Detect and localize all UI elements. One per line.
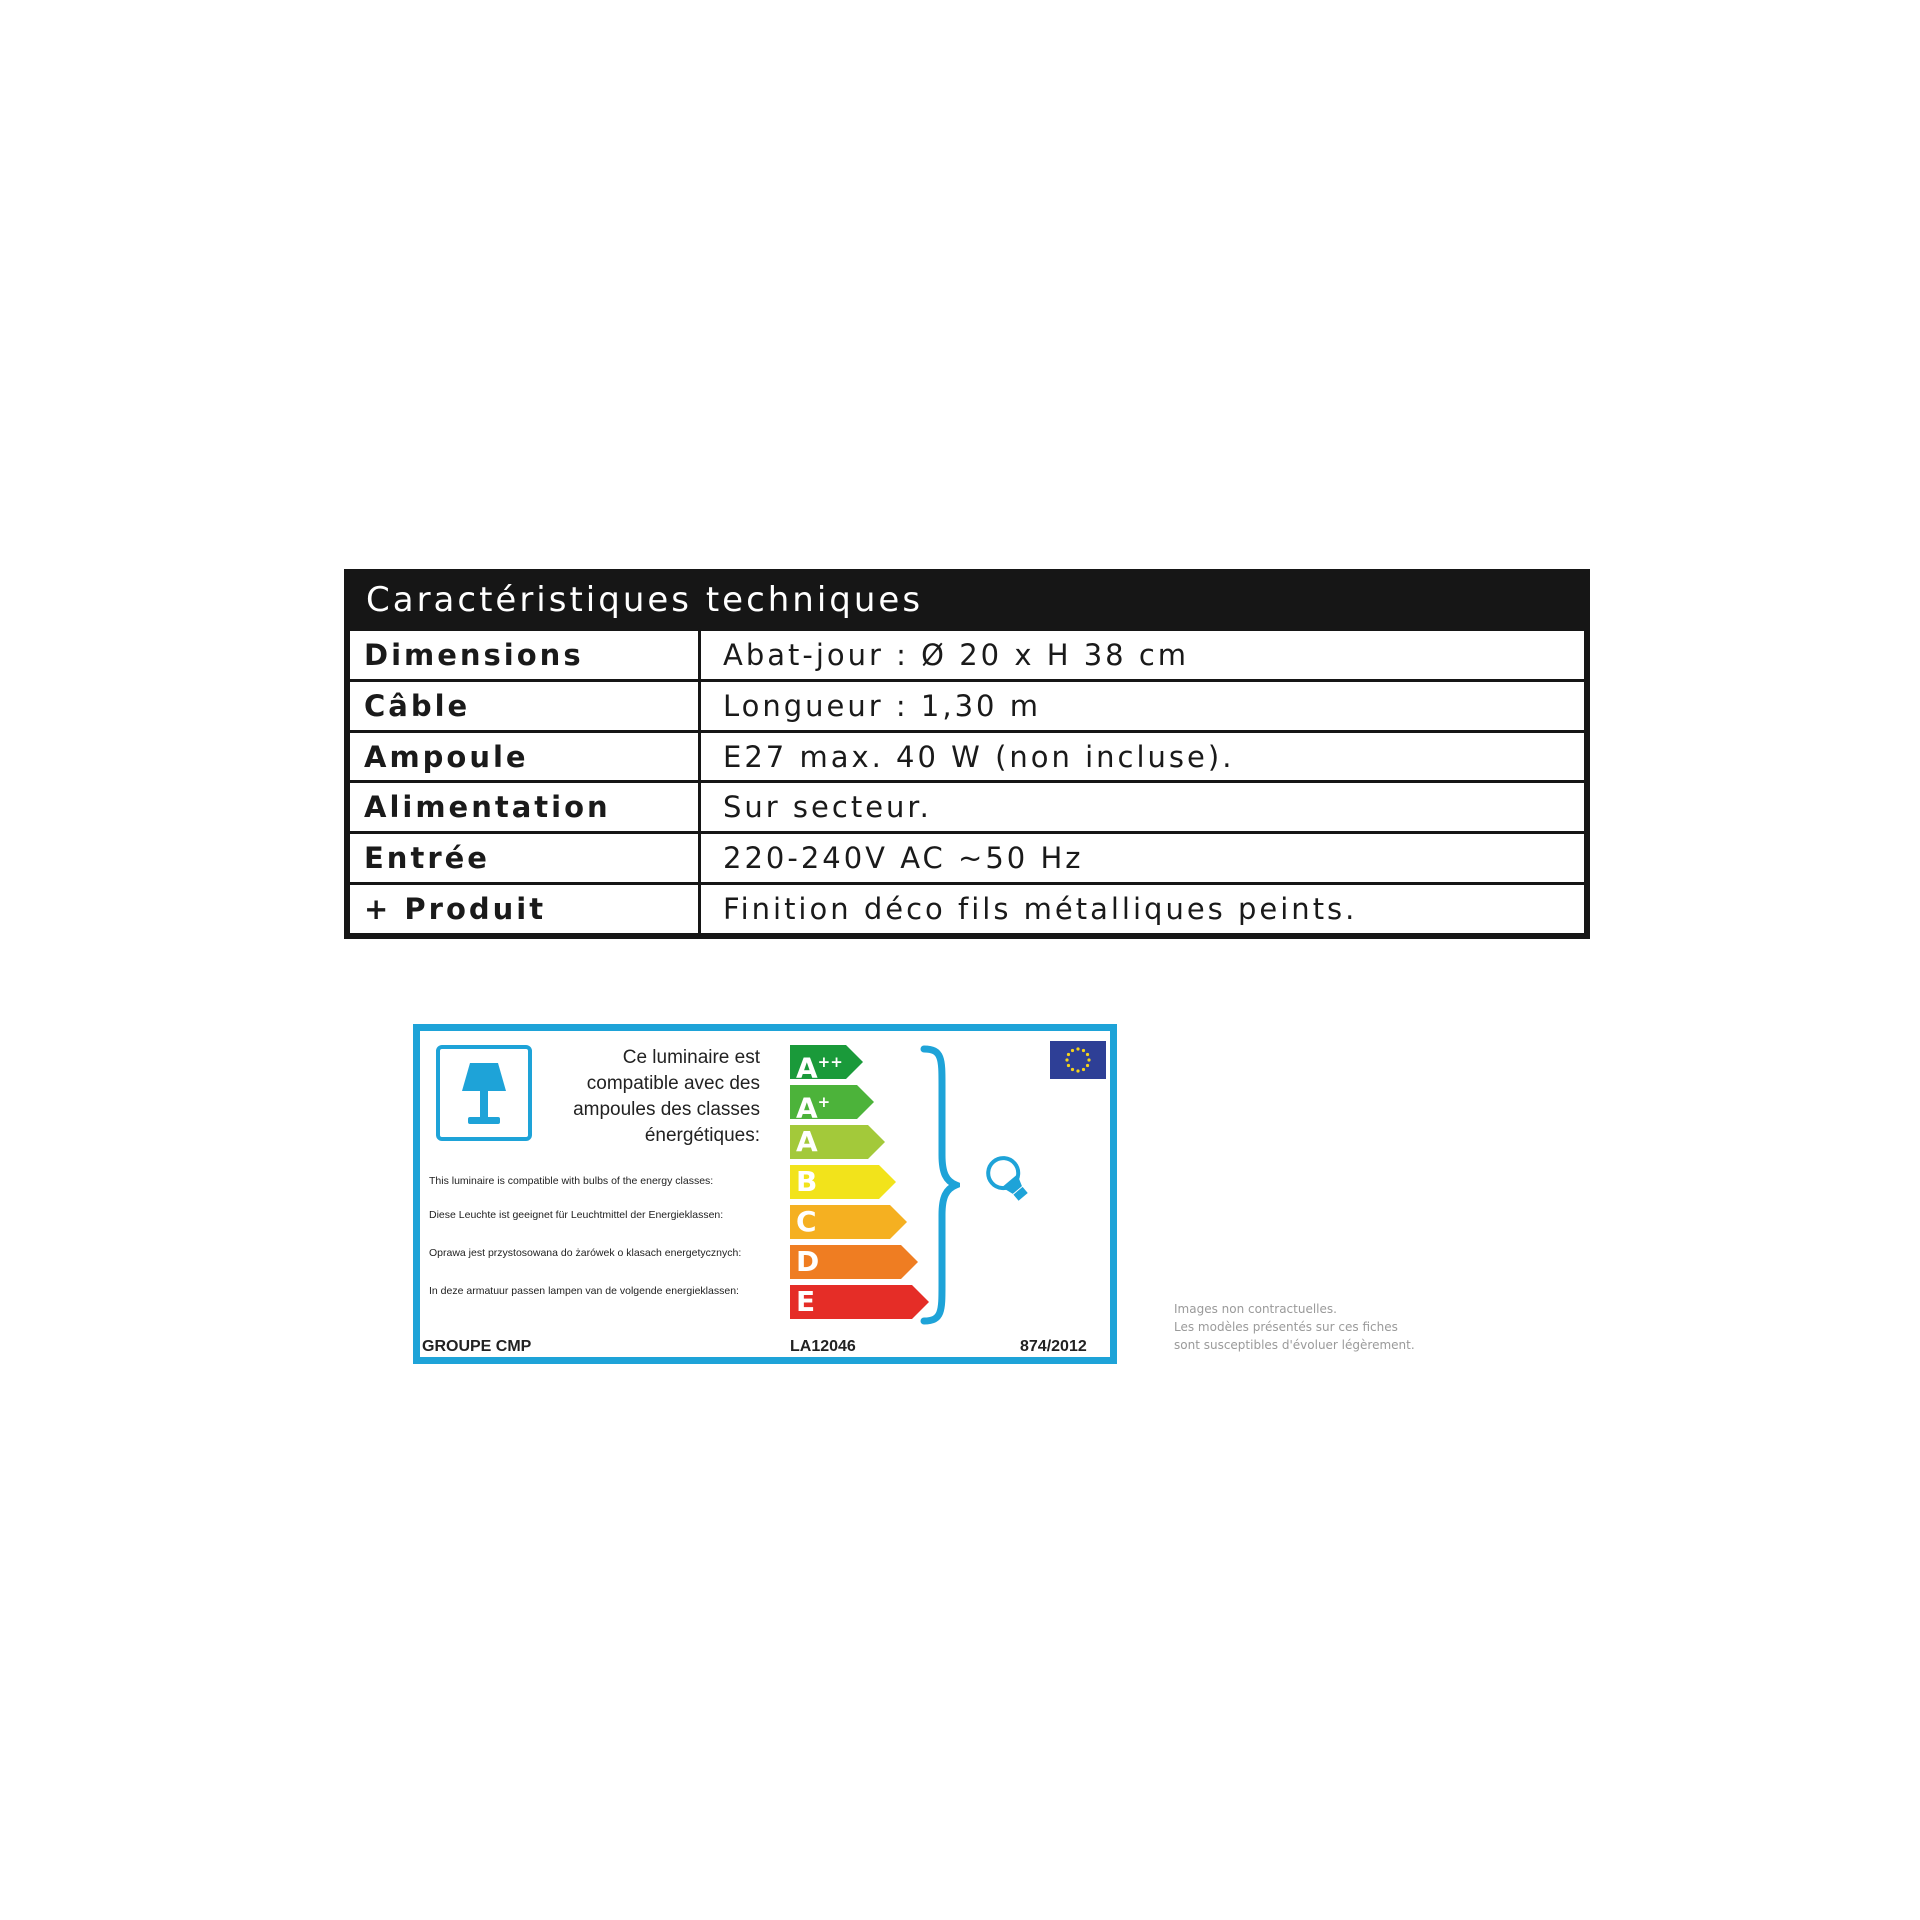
bulb-icon [980,1151,1038,1209]
polish-text: Oprawa jest przystosowana do żarówek o klasach energetycznych: [429,1247,742,1259]
energy-label [413,1024,1117,1364]
spec-key: Entrée [350,833,700,884]
regulation-number: 874/2012 [1020,1338,1087,1355]
brand-name: GROUPE CMP [422,1338,532,1355]
spec-key: Dimensions [350,631,700,680]
spec-value: Sur secteur. [700,782,1585,833]
lamp-icon [436,1045,532,1141]
table-row [350,631,1584,680]
spec-value: Abat-jour : Ø 20 x H 38 cm [700,631,1585,680]
spec-key: Câble [350,680,700,731]
spec-key: Alimentation [350,782,700,833]
table-row [350,782,1584,833]
spec-value: Longueur : 1,30 m [700,680,1585,731]
spec-value: 220-240V AC ~50 Hz [700,833,1585,884]
energy-class-label: E [796,1285,816,1318]
energy-class-label: C [796,1205,817,1238]
spec-title: Caractéristiques techniques [366,580,924,620]
energy-class-label: A++ [796,1051,843,1085]
spec-table [344,569,1590,939]
curly-brace-icon [920,1045,960,1325]
model-number: LA12046 [790,1338,856,1355]
spec-value: Finition déco fils métalliques peints. [723,892,1358,927]
english-text: This luminaire is compatible with bulbs of the energy classes: [429,1175,714,1187]
energy-class-label: A [796,1125,818,1158]
table-row [350,731,1584,782]
energy-class-label: A+ [796,1091,831,1125]
energy-class-label: B [796,1165,818,1198]
spec-value: E27 max. 40 W (non incluse). [700,731,1585,782]
dutch-text: In deze armatuur passen lampen van de volgende energieklassen: [429,1285,739,1297]
table-row [350,680,1584,731]
table-row [350,833,1584,884]
spec-key: Ampoule [350,731,700,782]
spec-rows [350,631,1584,933]
table-row [350,884,1584,933]
french-compatibility-text: Ce luminaire est compatible avec des ampoules des classes énergétiques: [573,1047,760,1146]
eu-flag-icon [1050,1041,1106,1079]
german-text: Diese Leuchte ist geeignet für Leuchtmittel der Energieklassen: [429,1209,724,1221]
energy-class-label: D [796,1245,820,1278]
energy-class-arrows [790,1045,940,1325]
disclaimer: Images non contractuelles. Les modèles présentés sur ces fiches sont susceptibles d'évoluer légèrement. [1174,1302,1415,1352]
spec-key: + Produit [350,884,700,933]
